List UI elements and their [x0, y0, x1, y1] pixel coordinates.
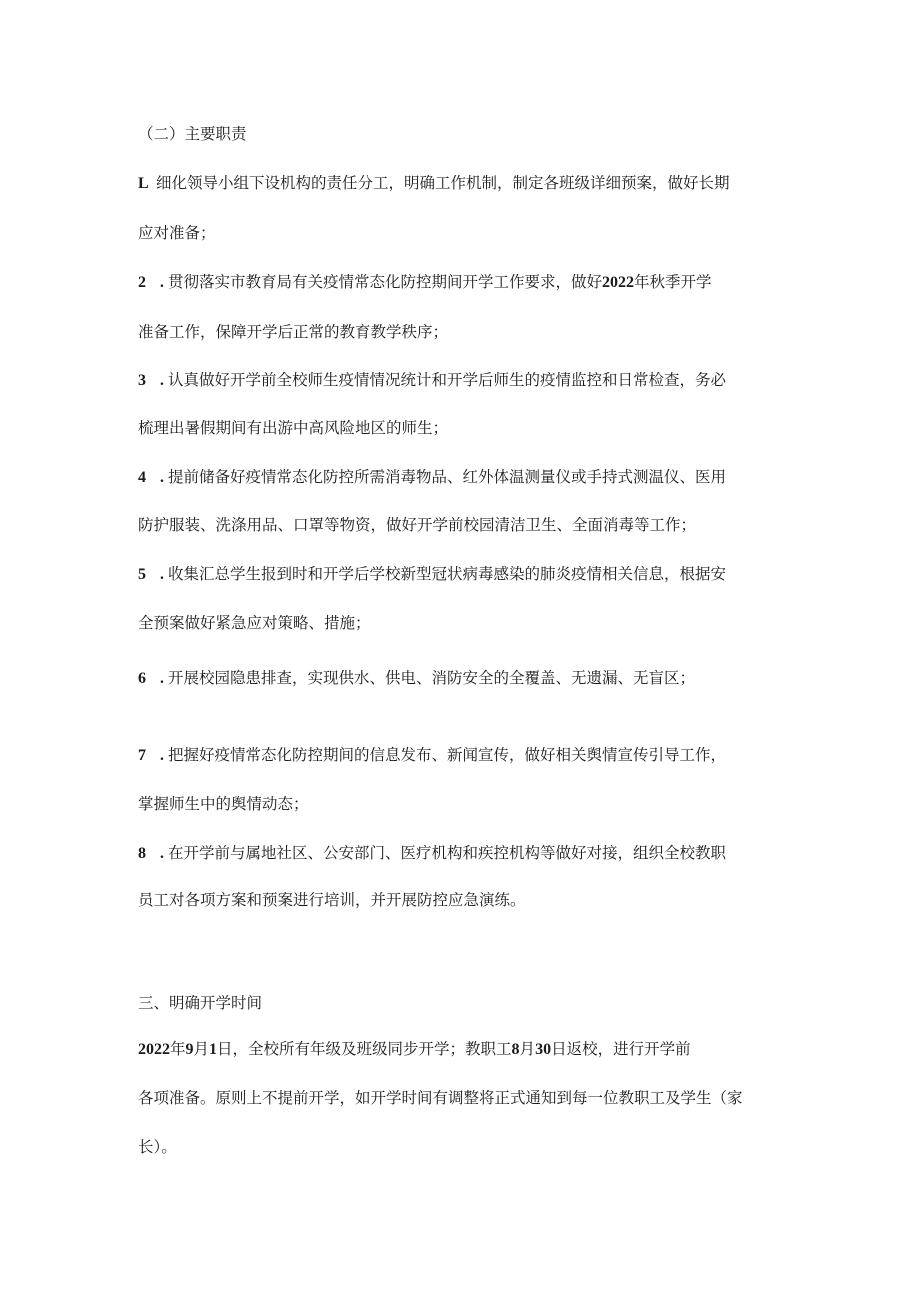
date-number: 9 [185, 1041, 194, 1058]
duty-item-7-line-1 [138, 748, 726, 764]
duty-item-3-line-1 [138, 373, 726, 389]
duty-item-text: 细化领导小组下设机构的责任分工，明确工作机制，制定各班级详细预案，做好长期 [156, 174, 730, 192]
date-text: 年 [170, 1040, 186, 1058]
duty-item-1-line-2: 应对准备； [138, 224, 216, 242]
duty-item-text: 年秋季开学 [634, 273, 712, 291]
date-number: 8 [511, 1041, 520, 1058]
duty-item-8-line-2: 员工对各项方案和预案进行培训，并开展防控应急演练。 [138, 891, 526, 909]
section-heading-main-duties: （二）主要职责 [138, 125, 247, 143]
duty-item-dot: . [160, 845, 164, 862]
duty-item-text: 把握好疫情常态化防控期间的信息发布、新闻宣传，做好相关舆情宣传引导工作， [168, 746, 727, 764]
duty-item-number: 4 [138, 469, 146, 486]
duty-item-text: 认真做好开学前全校师生疫情情况统计和开学后师生的疫情监控和日常检查，务必 [168, 371, 727, 389]
duty-item-4-line-2: 防护服装、洗涤用品、口罩等物资，做好开学前校园清洁卫生、全面消毒等工作； [138, 516, 697, 534]
year-number: 2022 [602, 274, 635, 291]
duty-item-number: L [138, 175, 149, 192]
duty-item-1-line-1 [138, 176, 730, 192]
start-time-line-3: 长）。 [138, 1138, 177, 1156]
duty-item-dot: . [160, 670, 164, 687]
duty-item-dot: . [160, 372, 164, 389]
date-text: 月 [193, 1040, 210, 1058]
duty-item-2-line-2: 准备工作，保障开学后正常的教育教学秩序； [138, 323, 449, 341]
duty-item-dot: . [160, 566, 164, 583]
date-text: 日返校，进行开学前 [551, 1040, 691, 1058]
date-number: 2022 [138, 1041, 170, 1058]
date-text: 月 [519, 1040, 536, 1058]
duty-item-number: 6 [138, 670, 146, 687]
duty-item-number: 5 [138, 566, 146, 583]
duty-item-text: 提前储备好疫情常态化防控所需消毒物品、红外体温测量仪或手持式测温仪、医用 [168, 468, 727, 486]
date-number: 30 [535, 1041, 552, 1058]
date-text: 日，全校所有年级及班级同步开学；教职工 [217, 1040, 512, 1058]
duty-item-dot: . [160, 469, 164, 486]
section-heading-school-start-time: 三、明确开学时间 [138, 994, 263, 1012]
duty-item-4-line-1 [138, 470, 726, 486]
duty-item-3-line-2: 梳理出暑假期间有出游中高风险地区的师生； [138, 419, 449, 437]
duty-item-dot: . [160, 747, 164, 764]
duty-item-7-line-2: 掌握师生中的舆情动态； [138, 795, 309, 813]
duty-item-text: 贯彻落实市教育局有关疫情常态化防控期间开学工作要求，做好 [168, 273, 603, 291]
duty-item-text: 收集汇总学生报到时和开学后学校新型冠状病毒感染的肺炎疫情相关信息，根据安 [168, 565, 727, 583]
duty-item-5-line-1 [138, 567, 726, 583]
duty-item-8-line-1 [138, 846, 726, 862]
start-time-line-1 [138, 1042, 691, 1058]
duty-item-text: 在开学前与属地社区、公安部门、医疗机构和疾控机构等做好对接，组织全校教职 [168, 844, 727, 862]
duty-item-2-line-1 [138, 275, 712, 291]
duty-item-number: 3 [138, 372, 146, 389]
duty-item-5-line-2: 全预案做好紧急应对策略、措施； [138, 614, 371, 632]
duty-item-number: 2 [138, 274, 146, 291]
duty-item-text: 开展校园隐患排查，实现供水、供电、消防安全的全覆盖、无遗漏、无盲区； [168, 669, 696, 687]
start-time-line-2: 各项准备。原则上不提前开学，如开学时间有调整将正式通知到每一位教职工及学生（家 [138, 1089, 743, 1107]
date-number: 1 [209, 1041, 218, 1058]
duty-item-number: 7 [138, 747, 146, 764]
duty-item-number: 8 [138, 845, 146, 862]
duty-item-6-line-1 [138, 671, 695, 687]
duty-item-dot: . [160, 274, 164, 291]
